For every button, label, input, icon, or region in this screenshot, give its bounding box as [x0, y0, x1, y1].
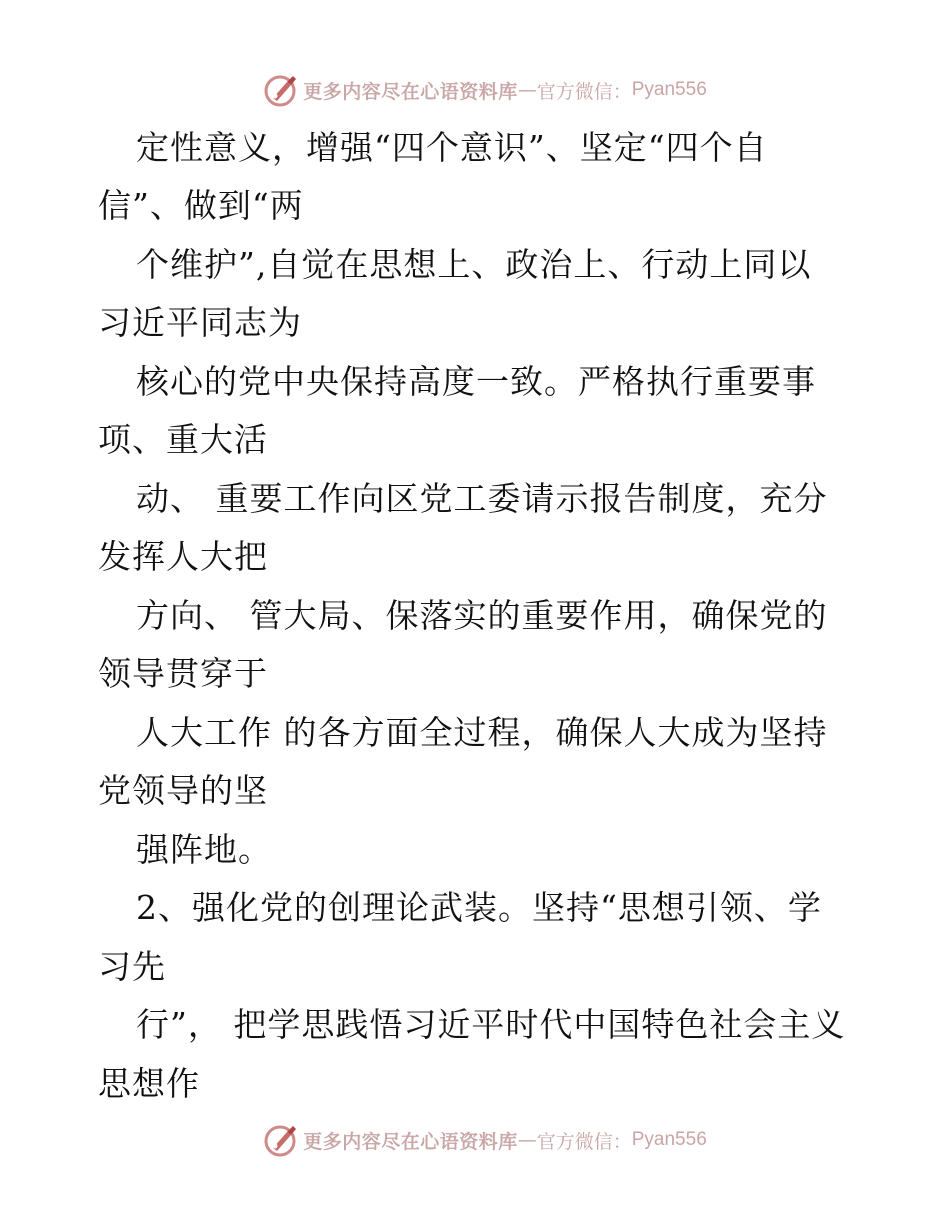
text-line: 2、强化党的创理论武装。坚持“思想引领、学 — [136, 888, 822, 927]
text-line: 定性意义，增强“四个意识”、坚定“四个自 — [136, 128, 768, 167]
text-line: 领导贯穿于 — [98, 654, 268, 693]
text-line: 信”、做到“两 — [98, 186, 304, 225]
text-line: 动、 重要工作向区党工委请示报告制度，充分 — [136, 479, 828, 518]
text-line: 项、重大活 — [98, 420, 268, 459]
banner-title: 更多内容尽在心语资料库 — [303, 1130, 518, 1153]
banner-wechat-id: Pyan556 — [631, 1129, 707, 1150]
banner-dash: — — [517, 79, 537, 101]
text-line: 习近平同志为 — [98, 303, 302, 342]
text-line: 方向、 管大局、保落实的重要作用，确保党的 — [136, 596, 828, 635]
pen-logo-icon — [263, 72, 299, 108]
text-line: 行”， 把学思践悟习近平时代中国特色社会主义 — [136, 1005, 846, 1044]
text-line: 核心的党中央保持高度一致。严格执行重要事 — [136, 362, 816, 401]
text-line: 发挥人大把 — [98, 537, 268, 576]
banner-dash: — — [517, 1129, 537, 1151]
banner-wechat-label: 官方微信： — [536, 1130, 632, 1153]
pen-logo-icon — [263, 1122, 299, 1158]
text-line: 习先 — [98, 947, 166, 986]
text-line: 人大工作 的各方面全过程，确保人大成为坚持 — [136, 713, 828, 752]
text-line: 强阵地。 — [136, 830, 272, 869]
text-line: 个维护”,自觉在思想上、政治上、行动上同以 — [136, 245, 812, 284]
text-line: 思想作 — [98, 1064, 200, 1103]
banner-wechat-label: 官方微信： — [536, 80, 632, 103]
footer-banner — [0, 1120, 950, 1160]
banner-wechat-id: Pyan556 — [631, 79, 707, 100]
text-line: 党领导的坚 — [98, 771, 268, 810]
banner-title: 更多内容尽在心语资料库 — [303, 80, 518, 103]
header-banner — [0, 70, 950, 110]
